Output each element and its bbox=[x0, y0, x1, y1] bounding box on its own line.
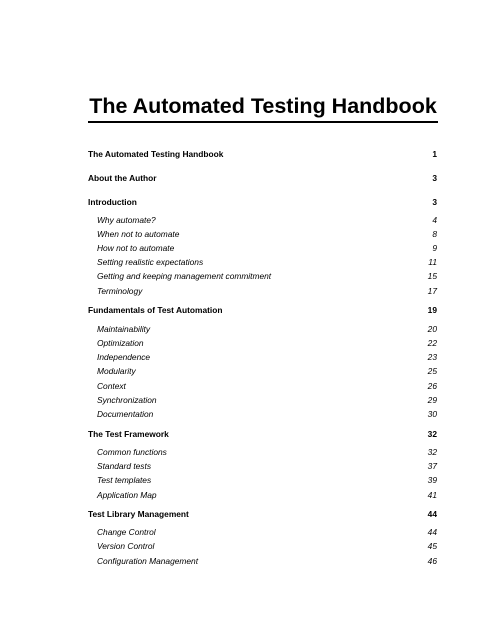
toc-section-row bbox=[88, 304, 437, 316]
toc-entry-page-number: 32 bbox=[427, 447, 437, 457]
toc-subsection-row bbox=[88, 555, 437, 567]
toc-entry-page-number: 8 bbox=[432, 229, 437, 239]
toc-subsection-row bbox=[88, 285, 437, 297]
toc-subsection-row bbox=[88, 474, 437, 486]
toc-entry-label: About the Author bbox=[88, 173, 157, 183]
toc-entry-page-number: 4 bbox=[432, 215, 437, 225]
toc-entry-page-number: 39 bbox=[427, 475, 437, 485]
toc-entry-label: Optimization bbox=[97, 338, 144, 348]
toc-section-row bbox=[88, 508, 437, 520]
toc-entry-label: Fundamentals of Test Automation bbox=[88, 305, 223, 315]
toc-entry-label: Maintainability bbox=[97, 324, 151, 334]
toc-entry-label: Setting realistic expectations bbox=[97, 257, 204, 267]
toc-subsection-row bbox=[88, 256, 437, 268]
toc-entry-label: Test Library Management bbox=[88, 509, 189, 519]
toc-entry-label: How not to automate bbox=[97, 243, 175, 253]
toc-entry-label: When not to automate bbox=[97, 229, 180, 239]
toc-entry-page-number: 26 bbox=[427, 381, 437, 391]
toc-entry-page-number: 46 bbox=[427, 556, 437, 566]
toc-subsection-row bbox=[88, 323, 437, 335]
toc-entry-page-number: 32 bbox=[427, 429, 437, 439]
toc-entry-label: Context bbox=[97, 381, 126, 391]
toc-entry-label: Terminology bbox=[97, 286, 143, 296]
toc-entry-label: Getting and keeping management commitment bbox=[97, 271, 272, 281]
toc-entry-label: Why automate? bbox=[97, 215, 156, 225]
toc-entry-label: Modularity bbox=[97, 366, 136, 376]
toc-entry-page-number: 11 bbox=[428, 257, 437, 267]
toc-entry-page-number: 22 bbox=[427, 338, 437, 348]
toc-entry-label: Independence bbox=[97, 352, 151, 362]
toc-subsection-row bbox=[88, 446, 437, 458]
toc-entry-page-number: 44 bbox=[427, 527, 437, 537]
toc-entry-label: Synchronization bbox=[97, 395, 157, 405]
toc-subsection-row bbox=[88, 214, 437, 226]
toc-entry-label: Common functions bbox=[97, 447, 167, 457]
toc-entry-page-number: 45 bbox=[427, 541, 437, 551]
toc-subsection-row bbox=[88, 526, 437, 538]
toc-entry-label: Change Control bbox=[97, 527, 156, 537]
toc-entry-label: Application Map bbox=[97, 490, 157, 500]
toc-subsection-row bbox=[88, 408, 437, 420]
toc-entry-page-number: 37 bbox=[427, 461, 437, 471]
toc-subsection-row bbox=[88, 351, 437, 363]
toc-subsection-row bbox=[88, 270, 437, 282]
toc-entry-label: Version Control bbox=[97, 541, 155, 551]
toc-entry-label: Documentation bbox=[97, 409, 154, 419]
toc-subsection-row bbox=[88, 460, 437, 472]
toc-subsection-row bbox=[88, 540, 437, 552]
toc-entry-page-number: 19 bbox=[427, 305, 437, 315]
toc-subsection-row bbox=[88, 337, 437, 349]
toc-subsection-row bbox=[88, 380, 437, 392]
toc-entry-label: The Automated Testing Handbook bbox=[88, 149, 224, 159]
toc-subsection-row bbox=[88, 365, 437, 377]
toc-entry-label: Standard tests bbox=[97, 461, 152, 471]
toc-entry-page-number: 17 bbox=[427, 286, 437, 296]
toc-entry-page-number: 9 bbox=[432, 243, 437, 253]
toc-entry-label: Configuration Management bbox=[97, 556, 199, 566]
toc-subsection-row bbox=[88, 228, 437, 240]
toc-section-row bbox=[88, 196, 437, 208]
toc-entry-label: Test templates bbox=[97, 475, 152, 485]
toc-subsection-row bbox=[88, 394, 437, 406]
toc-entry-page-number: 23 bbox=[427, 352, 437, 362]
toc-entry-page-number: 29 bbox=[427, 395, 437, 405]
toc-entry-page-number: 20 bbox=[427, 324, 437, 334]
toc-entry-page-number: 41 bbox=[427, 490, 437, 500]
toc-entry-page-number: 1 bbox=[432, 149, 437, 159]
toc-entry-page-number: 44 bbox=[427, 509, 437, 519]
document-title: The Automated Testing Handbook bbox=[89, 94, 437, 118]
toc-section-row bbox=[88, 172, 437, 184]
toc-section-row bbox=[88, 428, 437, 440]
toc-entry-page-number: 30 bbox=[427, 409, 437, 419]
toc-subsection-row bbox=[88, 242, 437, 254]
toc-subsection-row bbox=[88, 489, 437, 501]
toc-entry-page-number: 15 bbox=[427, 271, 437, 281]
toc-entry-page-number: 3 bbox=[432, 197, 437, 207]
toc-entry-page-number: 3 bbox=[432, 173, 437, 183]
toc-entry-label: Introduction bbox=[88, 197, 137, 207]
toc-entry-label: The Test Framework bbox=[88, 429, 169, 439]
toc-entry-page-number: 25 bbox=[427, 366, 437, 376]
toc-section-row bbox=[88, 148, 437, 160]
